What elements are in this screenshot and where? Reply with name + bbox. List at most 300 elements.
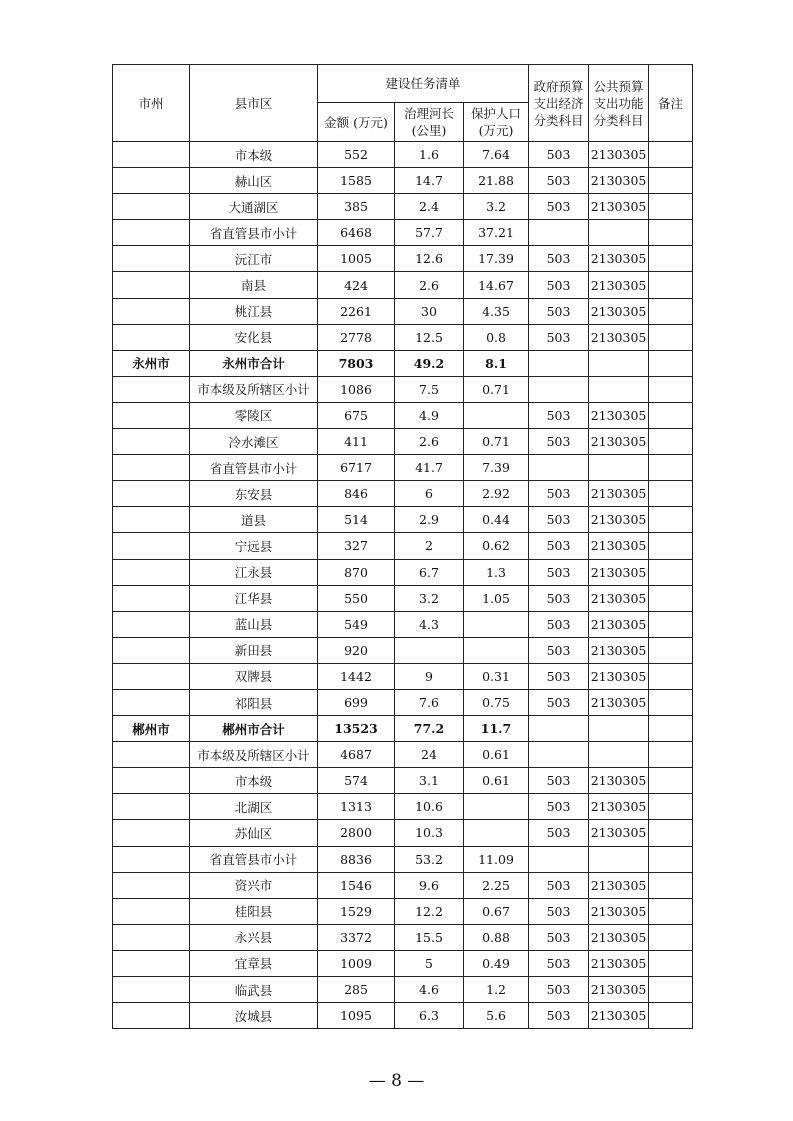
cell-city: [113, 481, 190, 507]
cell-remark: [649, 663, 693, 689]
cell-public-code: 2130305: [589, 194, 649, 220]
cell-river-length: 2: [395, 533, 464, 559]
cell-county: 汝城县: [190, 1003, 318, 1029]
cell-gov-code: [529, 350, 589, 376]
cell-remark: [649, 742, 693, 768]
cell-population: 1.05: [464, 585, 529, 611]
header-amount: 金额 (万元): [318, 103, 395, 142]
cell-remark: [649, 872, 693, 898]
cell-river-length: 7.6: [395, 689, 464, 715]
cell-river-length: 15.5: [395, 924, 464, 950]
table-row: [113, 585, 693, 611]
table-row: [113, 950, 693, 976]
cell-county: 南县: [190, 272, 318, 298]
cell-remark: [649, 298, 693, 324]
header-county: 县市区: [190, 65, 318, 142]
cell-city: [113, 950, 190, 976]
cell-city: [113, 246, 190, 272]
cell-remark: [649, 194, 693, 220]
cell-amount: 1009: [318, 950, 395, 976]
cell-public-code: 2130305: [589, 298, 649, 324]
cell-remark: [649, 637, 693, 663]
cell-river-length: 30: [395, 298, 464, 324]
cell-public-code: [589, 376, 649, 402]
table-row: [113, 924, 693, 950]
cell-gov-code: 503: [529, 272, 589, 298]
cell-remark: [649, 142, 693, 168]
cell-amount: 1546: [318, 872, 395, 898]
cell-county: 北湖区: [190, 794, 318, 820]
table-row: [113, 559, 693, 585]
cell-population: 0.44: [464, 507, 529, 533]
cell-population: 0.71: [464, 429, 529, 455]
cell-amount: 552: [318, 142, 395, 168]
cell-gov-code: 503: [529, 637, 589, 663]
cell-remark: [649, 689, 693, 715]
cell-gov-code: 503: [529, 168, 589, 194]
cell-amount: 2778: [318, 324, 395, 350]
cell-remark: [649, 559, 693, 585]
table-row: [113, 663, 693, 689]
cell-remark: [649, 272, 693, 298]
cell-city: [113, 637, 190, 663]
cell-public-code: 2130305: [589, 977, 649, 1003]
table-row: [113, 637, 693, 663]
cell-amount: 1442: [318, 663, 395, 689]
cell-public-code: 2130305: [589, 898, 649, 924]
cell-river-length: 3.1: [395, 768, 464, 794]
table-row: [113, 820, 693, 846]
cell-city: [113, 742, 190, 768]
cell-city: 郴州市: [113, 716, 190, 742]
cell-river-length: 10.6: [395, 794, 464, 820]
cell-county: 沅江市: [190, 246, 318, 272]
cell-public-code: 2130305: [589, 507, 649, 533]
table-row: [113, 898, 693, 924]
header-remark: 备注: [649, 65, 693, 142]
table-row: [113, 846, 693, 872]
cell-gov-code: 503: [529, 950, 589, 976]
cell-gov-code: 503: [529, 429, 589, 455]
cell-county: 安化县: [190, 324, 318, 350]
cell-county: 双牌县: [190, 663, 318, 689]
cell-county: 东安县: [190, 481, 318, 507]
cell-public-code: 2130305: [589, 611, 649, 637]
cell-public-code: [589, 716, 649, 742]
header-population: 保护人口 (万元): [464, 103, 529, 142]
cell-gov-code: 503: [529, 768, 589, 794]
cell-river-length: 10.3: [395, 820, 464, 846]
cell-city: [113, 194, 190, 220]
cell-county: 零陵区: [190, 402, 318, 428]
cell-amount: 1585: [318, 168, 395, 194]
cell-amount: 675: [318, 402, 395, 428]
cell-city: [113, 272, 190, 298]
cell-gov-code: 503: [529, 507, 589, 533]
cell-public-code: 2130305: [589, 402, 649, 428]
cell-river-length: 12.5: [395, 324, 464, 350]
cell-population: [464, 402, 529, 428]
cell-gov-code: 503: [529, 820, 589, 846]
cell-county: 桂阳县: [190, 898, 318, 924]
cell-population: 1.2: [464, 977, 529, 1003]
cell-city: [113, 611, 190, 637]
cell-gov-code: 503: [529, 611, 589, 637]
cell-public-code: 2130305: [589, 585, 649, 611]
cell-public-code: 2130305: [589, 924, 649, 950]
cell-amount: 7803: [318, 350, 395, 376]
table-row: [113, 402, 693, 428]
cell-gov-code: 503: [529, 1003, 589, 1029]
cell-river-length: 7.5: [395, 376, 464, 402]
cell-population: 11.09: [464, 846, 529, 872]
table-row: [113, 168, 693, 194]
cell-river-length: 4.9: [395, 402, 464, 428]
cell-amount: 6468: [318, 220, 395, 246]
cell-river-length: 5: [395, 950, 464, 976]
cell-gov-code: 503: [529, 298, 589, 324]
cell-gov-code: 503: [529, 194, 589, 220]
cell-amount: 3372: [318, 924, 395, 950]
table-row: [113, 689, 693, 715]
cell-public-code: 2130305: [589, 794, 649, 820]
table-row: [113, 611, 693, 637]
cell-gov-code: 503: [529, 481, 589, 507]
header-public-budget-code: 公共预算 支出功能 分类科目: [589, 65, 649, 142]
cell-river-length: 12.2: [395, 898, 464, 924]
cell-public-code: 2130305: [589, 820, 649, 846]
cell-population: 1.3: [464, 559, 529, 585]
cell-county: 祁阳县: [190, 689, 318, 715]
cell-county: 冷水滩区: [190, 429, 318, 455]
cell-city: [113, 689, 190, 715]
cell-county: 省直管县市小计: [190, 455, 318, 481]
cell-gov-code: [529, 846, 589, 872]
cell-amount: 411: [318, 429, 395, 455]
cell-population: 0.75: [464, 689, 529, 715]
cell-city: 永州市: [113, 350, 190, 376]
cell-gov-code: [529, 455, 589, 481]
cell-population: 11.7: [464, 716, 529, 742]
cell-river-length: 49.2: [395, 350, 464, 376]
table-row: [113, 768, 693, 794]
cell-amount: 385: [318, 194, 395, 220]
cell-gov-code: [529, 716, 589, 742]
cell-public-code: 2130305: [589, 950, 649, 976]
table-row: [113, 977, 693, 1003]
cell-county: 江永县: [190, 559, 318, 585]
cell-gov-code: 503: [529, 924, 589, 950]
cell-amount: 424: [318, 272, 395, 298]
cell-population: 17.39: [464, 246, 529, 272]
cell-county: 江华县: [190, 585, 318, 611]
cell-county: 永兴县: [190, 924, 318, 950]
cell-population: 0.61: [464, 742, 529, 768]
cell-public-code: 2130305: [589, 872, 649, 898]
cell-county: 省直管县市小计: [190, 846, 318, 872]
table-row: [113, 429, 693, 455]
cell-public-code: 2130305: [589, 272, 649, 298]
cell-city: [113, 846, 190, 872]
cell-population: 14.67: [464, 272, 529, 298]
cell-population: 0.49: [464, 950, 529, 976]
cell-river-length: 57.7: [395, 220, 464, 246]
cell-city: [113, 429, 190, 455]
cell-public-code: [589, 220, 649, 246]
cell-river-length: 12.6: [395, 246, 464, 272]
cell-remark: [649, 246, 693, 272]
table-row: [113, 507, 693, 533]
cell-remark: [649, 585, 693, 611]
cell-remark: [649, 950, 693, 976]
cell-city: [113, 663, 190, 689]
cell-city: [113, 376, 190, 402]
cell-population: [464, 611, 529, 637]
table-row: [113, 324, 693, 350]
cell-amount: 846: [318, 481, 395, 507]
cell-city: [113, 455, 190, 481]
cell-city: [113, 402, 190, 428]
page-number: — 8 —: [368, 1071, 425, 1091]
table-row: [113, 194, 693, 220]
cell-public-code: 2130305: [589, 168, 649, 194]
cell-public-code: [589, 742, 649, 768]
cell-remark: [649, 429, 693, 455]
cell-river-length: 77.2: [395, 716, 464, 742]
cell-river-length: 6.7: [395, 559, 464, 585]
cell-river-length: 14.7: [395, 168, 464, 194]
cell-amount: 285: [318, 977, 395, 1003]
header-task-list: 建设任务清单: [318, 65, 529, 103]
cell-river-length: 1.6: [395, 142, 464, 168]
cell-county: 赫山区: [190, 168, 318, 194]
cell-remark: [649, 1003, 693, 1029]
cell-gov-code: [529, 376, 589, 402]
cell-city: [113, 559, 190, 585]
cell-county: 宜章县: [190, 950, 318, 976]
cell-gov-code: 503: [529, 794, 589, 820]
table-body: [113, 142, 693, 1029]
cell-amount: 1005: [318, 246, 395, 272]
cell-river-length: [395, 637, 464, 663]
budget-table: [112, 64, 693, 1029]
cell-amount: 327: [318, 533, 395, 559]
cell-county: 道县: [190, 507, 318, 533]
cell-gov-code: [529, 742, 589, 768]
cell-remark: [649, 794, 693, 820]
cell-amount: 4687: [318, 742, 395, 768]
cell-population: 0.61: [464, 768, 529, 794]
cell-river-length: 2.6: [395, 272, 464, 298]
cell-remark: [649, 376, 693, 402]
cell-population: 2.92: [464, 481, 529, 507]
table-row: [113, 716, 693, 742]
cell-river-length: 3.2: [395, 585, 464, 611]
cell-county: 市本级及所辖区小计: [190, 376, 318, 402]
cell-amount: 870: [318, 559, 395, 585]
cell-remark: [649, 507, 693, 533]
cell-river-length: 4.3: [395, 611, 464, 637]
cell-population: 5.6: [464, 1003, 529, 1029]
cell-public-code: [589, 846, 649, 872]
cell-public-code: [589, 350, 649, 376]
cell-county: 市本级及所辖区小计: [190, 742, 318, 768]
cell-public-code: 2130305: [589, 637, 649, 663]
cell-gov-code: 503: [529, 977, 589, 1003]
cell-amount: 920: [318, 637, 395, 663]
cell-amount: 574: [318, 768, 395, 794]
cell-city: [113, 533, 190, 559]
cell-city: [113, 898, 190, 924]
cell-river-length: 41.7: [395, 455, 464, 481]
cell-remark: [649, 768, 693, 794]
cell-gov-code: 503: [529, 559, 589, 585]
cell-population: 8.1: [464, 350, 529, 376]
cell-public-code: 2130305: [589, 768, 649, 794]
cell-public-code: 2130305: [589, 689, 649, 715]
cell-county: 市本级: [190, 142, 318, 168]
cell-county: 郴州市合计: [190, 716, 318, 742]
cell-city: [113, 872, 190, 898]
cell-county: 临武县: [190, 977, 318, 1003]
cell-public-code: 2130305: [589, 1003, 649, 1029]
cell-river-length: 4.6: [395, 977, 464, 1003]
cell-city: [113, 585, 190, 611]
table-row: [113, 481, 693, 507]
cell-gov-code: 503: [529, 533, 589, 559]
cell-county: 桃江县: [190, 298, 318, 324]
cell-river-length: 24: [395, 742, 464, 768]
cell-river-length: 9.6: [395, 872, 464, 898]
cell-river-length: 53.2: [395, 846, 464, 872]
table-row: [113, 1003, 693, 1029]
cell-population: 0.8: [464, 324, 529, 350]
cell-remark: [649, 846, 693, 872]
cell-population: 37.21: [464, 220, 529, 246]
cell-city: [113, 924, 190, 950]
table-row: [113, 246, 693, 272]
cell-remark: [649, 611, 693, 637]
cell-city: [113, 1003, 190, 1029]
cell-remark: [649, 533, 693, 559]
table-row: [113, 533, 693, 559]
table-row: [113, 455, 693, 481]
cell-remark: [649, 350, 693, 376]
cell-city: [113, 298, 190, 324]
cell-gov-code: 503: [529, 246, 589, 272]
cell-public-code: 2130305: [589, 481, 649, 507]
cell-county: 省直管县市小计: [190, 220, 318, 246]
cell-population: 0.88: [464, 924, 529, 950]
table-row: [113, 220, 693, 246]
cell-city: [113, 324, 190, 350]
cell-remark: [649, 898, 693, 924]
table-row: [113, 272, 693, 298]
cell-remark: [649, 977, 693, 1003]
table-row: [113, 872, 693, 898]
cell-gov-code: [529, 220, 589, 246]
cell-city: [113, 168, 190, 194]
cell-gov-code: 503: [529, 142, 589, 168]
cell-amount: 2261: [318, 298, 395, 324]
cell-river-length: 6: [395, 481, 464, 507]
cell-population: 3.2: [464, 194, 529, 220]
cell-amount: 13523: [318, 716, 395, 742]
table-row: [113, 742, 693, 768]
cell-remark: [649, 168, 693, 194]
cell-remark: [649, 924, 693, 950]
cell-county: 苏仙区: [190, 820, 318, 846]
cell-amount: 1529: [318, 898, 395, 924]
cell-gov-code: 503: [529, 689, 589, 715]
cell-remark: [649, 455, 693, 481]
cell-amount: 549: [318, 611, 395, 637]
cell-population: 0.71: [464, 376, 529, 402]
cell-gov-code: 503: [529, 402, 589, 428]
cell-gov-code: 503: [529, 663, 589, 689]
cell-population: 2.25: [464, 872, 529, 898]
header-city: 市州: [113, 65, 190, 142]
cell-public-code: 2130305: [589, 246, 649, 272]
cell-population: [464, 820, 529, 846]
cell-gov-code: 503: [529, 585, 589, 611]
cell-amount: 1313: [318, 794, 395, 820]
cell-population: 0.67: [464, 898, 529, 924]
cell-amount: 1095: [318, 1003, 395, 1029]
cell-public-code: 2130305: [589, 559, 649, 585]
cell-county: 蓝山县: [190, 611, 318, 637]
cell-county: 资兴市: [190, 872, 318, 898]
cell-river-length: 6.3: [395, 1003, 464, 1029]
cell-remark: [649, 481, 693, 507]
cell-population: 0.62: [464, 533, 529, 559]
cell-city: [113, 142, 190, 168]
cell-amount: 699: [318, 689, 395, 715]
cell-amount: 514: [318, 507, 395, 533]
cell-amount: 2800: [318, 820, 395, 846]
cell-county: 新田县: [190, 637, 318, 663]
cell-population: 21.88: [464, 168, 529, 194]
cell-public-code: 2130305: [589, 663, 649, 689]
cell-city: [113, 794, 190, 820]
table-row: [113, 142, 693, 168]
cell-public-code: 2130305: [589, 429, 649, 455]
cell-public-code: 2130305: [589, 324, 649, 350]
cell-county: 宁远县: [190, 533, 318, 559]
header-gov-budget-code: 政府预算 支出经济 分类科目: [529, 65, 589, 142]
table-row: [113, 376, 693, 402]
cell-gov-code: 503: [529, 898, 589, 924]
cell-amount: 1086: [318, 376, 395, 402]
cell-county: 大通湖区: [190, 194, 318, 220]
cell-population: 7.39: [464, 455, 529, 481]
cell-river-length: 2.9: [395, 507, 464, 533]
cell-city: [113, 768, 190, 794]
cell-population: [464, 794, 529, 820]
cell-population: [464, 637, 529, 663]
cell-remark: [649, 716, 693, 742]
cell-public-code: [589, 455, 649, 481]
cell-public-code: 2130305: [589, 142, 649, 168]
cell-county: 永州市合计: [190, 350, 318, 376]
cell-gov-code: 503: [529, 872, 589, 898]
cell-amount: 6717: [318, 455, 395, 481]
cell-county: 市本级: [190, 768, 318, 794]
cell-city: [113, 507, 190, 533]
cell-amount: 8836: [318, 846, 395, 872]
cell-gov-code: 503: [529, 324, 589, 350]
cell-remark: [649, 402, 693, 428]
